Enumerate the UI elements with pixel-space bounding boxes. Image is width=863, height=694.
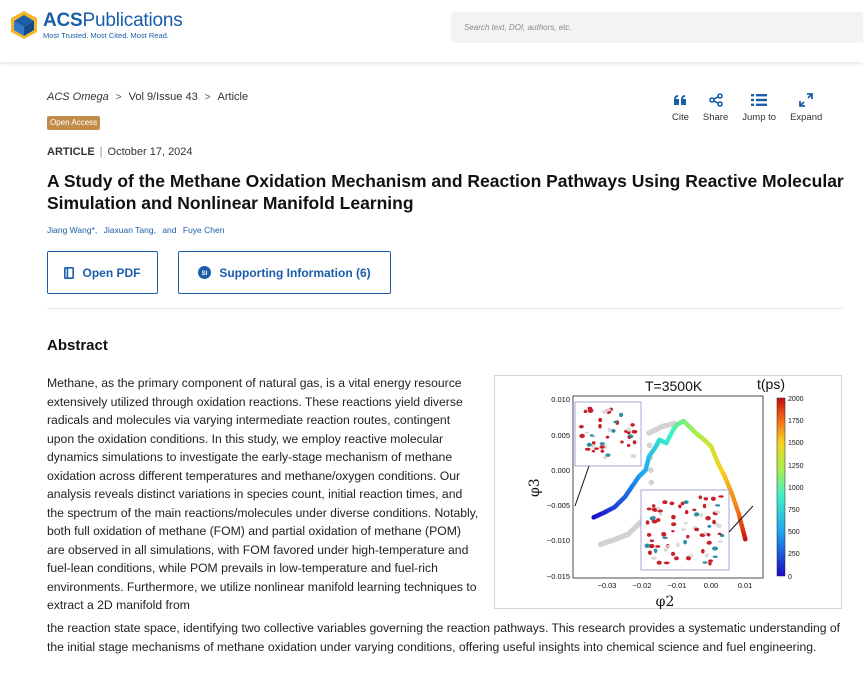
atom	[661, 532, 666, 537]
x-axis-label: φ2	[655, 594, 675, 610]
atom	[584, 410, 588, 413]
author-conjunction: and	[162, 225, 177, 235]
share-label: Share	[702, 112, 729, 123]
abstract-heading: Abstract	[47, 337, 108, 354]
trajectory-point	[743, 537, 748, 542]
open-access-badge: Open Access	[47, 116, 100, 130]
atom	[579, 425, 584, 428]
atom	[590, 434, 594, 436]
chevron-right-icon: >	[204, 91, 211, 103]
atom	[646, 520, 650, 525]
article-type: ARTICLE	[47, 146, 95, 158]
breadcrumb-issue[interactable]: Vol 9/Issue 43	[128, 91, 198, 103]
atom	[608, 428, 612, 433]
cite-button[interactable]	[672, 92, 689, 123]
atom	[587, 443, 592, 447]
atom	[650, 539, 654, 542]
quote-icon	[673, 92, 687, 107]
atom	[686, 535, 689, 539]
acs-logo[interactable]	[9, 10, 183, 40]
atom	[712, 546, 718, 550]
site-header	[0, 0, 863, 62]
atom	[702, 561, 707, 564]
atom	[632, 430, 638, 434]
open-pdf-label: Open PDF	[82, 265, 141, 280]
atom	[685, 510, 689, 514]
author-list	[47, 225, 228, 235]
atom	[716, 524, 721, 528]
atom	[585, 432, 589, 434]
x-tick-label: 0.00	[703, 581, 719, 590]
meta-divider: |	[99, 146, 103, 158]
atom	[607, 408, 611, 411]
atom	[619, 413, 623, 417]
jump-to-label: Jump to	[742, 112, 777, 123]
background-point	[647, 443, 653, 449]
atom	[656, 507, 660, 511]
colorbar-tick: 750	[788, 507, 800, 514]
atom	[707, 533, 711, 536]
author-link[interactable]: Jiaxuan Tang,	[103, 225, 156, 235]
atom	[667, 545, 670, 547]
atom	[652, 519, 658, 523]
search-input[interactable]	[451, 12, 863, 43]
colorbar-tick: 1750	[788, 418, 804, 425]
breadcrumb	[47, 91, 248, 103]
colorbar	[777, 398, 785, 576]
x-tick-label: −0.02	[632, 581, 652, 590]
atom	[671, 530, 674, 532]
colorbar-tick: 0	[788, 574, 792, 581]
search-box	[451, 12, 863, 43]
atom	[669, 502, 674, 506]
x-tick-label: −0.01	[667, 581, 687, 590]
section-divider	[47, 308, 843, 309]
atom	[664, 561, 670, 564]
atom	[705, 553, 708, 557]
manifold-chart	[495, 376, 843, 610]
atom	[664, 548, 668, 551]
atom	[692, 509, 696, 511]
y-tick-label: 0.000	[551, 466, 570, 475]
atom	[694, 528, 699, 532]
supporting-information-label: Supporting Information (6)	[219, 265, 371, 280]
share-icon	[709, 92, 723, 107]
atom	[714, 513, 717, 516]
acs-hexagon-icon	[9, 10, 39, 40]
atom	[705, 516, 710, 520]
figure-title: T=3500K	[645, 378, 703, 394]
atom	[651, 516, 656, 520]
x-tick-label: −0.03	[597, 581, 617, 590]
atom	[652, 504, 655, 508]
atom	[701, 549, 705, 554]
atom	[718, 533, 722, 536]
atom	[684, 522, 688, 525]
atom	[662, 537, 668, 539]
atom	[712, 520, 716, 525]
atom	[711, 497, 716, 501]
expand-button[interactable]	[790, 92, 822, 123]
atom	[647, 508, 652, 511]
atom	[688, 555, 694, 557]
expand-icon	[799, 92, 813, 107]
chevron-right-icon: >	[115, 91, 122, 103]
article-meta	[47, 146, 193, 158]
atom	[648, 550, 652, 555]
atom	[628, 436, 631, 439]
breadcrumb-section: Article	[217, 91, 249, 103]
atom	[681, 502, 685, 506]
atom	[599, 445, 604, 449]
atom	[703, 504, 706, 508]
atom	[700, 513, 703, 518]
atom	[598, 418, 602, 422]
atom	[611, 429, 615, 433]
si-icon	[198, 266, 211, 279]
atom	[606, 436, 610, 439]
atom	[662, 500, 667, 504]
atom	[605, 453, 610, 457]
colorbar-tick: 1250	[788, 463, 804, 470]
y-tick-label: 0.005	[551, 431, 570, 440]
atom	[651, 556, 657, 559]
atom	[627, 428, 632, 432]
colorbar-title: t(ps)	[757, 376, 785, 392]
y-tick-label: 0.010	[551, 395, 570, 404]
atom	[681, 528, 686, 531]
abstract-text-left: Methane, as the primary component of natural gas, is a vital energy resource extensively utilized through oxidation reactions. These reactions yield diverse radicals and molecules via varying intermediate reaction routes, contingent upon the oxidation conditions. In this study, we employ reactive molecular dynamics simulations to investigate the early-stage mechanism of methane oxidation across different temperatures and methane/oxygen conditions. Our analysis reveals distinct variations in species count, initial reaction times, and the spectrum of the main reactions/molecules under diverse conditions. Notably, both full oxidation of methane (FOM) and partial oxidation of methane (POM) are observed in all simulations, with FOM favored under high-temperature and fuel-lean conditions, while POM prevails in low-temperature and fuel-rich environments. Furthermore, we utilize nonlinear manifold learning techniques to extract a 2D manifold from	[47, 376, 479, 612]
atom	[707, 525, 711, 528]
y-tick-label: −0.005	[546, 501, 570, 510]
colorbar-tick: 1500	[788, 440, 804, 447]
atom	[592, 444, 596, 449]
atom	[655, 545, 660, 548]
background-point	[649, 480, 655, 486]
colorbar-tick: 2000	[788, 396, 804, 403]
atom	[603, 456, 607, 459]
atom	[630, 423, 634, 427]
brand-name: ACSPublications	[43, 9, 183, 31]
atom	[704, 497, 709, 500]
atom	[718, 495, 724, 498]
abstract-text-full: the reaction state space, identifying two collective variables governing the reaction pathways. This research provides a systematic understanding of the initial stage mechanisms of methane oxidation under varying conditions, offering useful insights into chemical science and fuel engineering.	[47, 621, 841, 654]
colorbar-tick: 250	[788, 551, 800, 558]
atom	[585, 448, 591, 451]
colorbar-tick: 500	[788, 529, 800, 536]
atom	[718, 540, 723, 543]
breadcrumb-journal[interactable]: ACS Omega	[47, 91, 109, 103]
atom	[620, 440, 624, 443]
atom	[630, 454, 636, 458]
jump-to-button[interactable]	[742, 92, 776, 123]
atom	[707, 541, 712, 545]
list-icon	[751, 92, 767, 107]
atom	[579, 434, 585, 438]
atom	[587, 407, 592, 410]
atom	[602, 410, 608, 414]
expand-label: Expand	[790, 112, 823, 123]
y-axis-label: φ3	[527, 478, 543, 497]
svg-text:SI: SI	[202, 270, 208, 277]
atom	[633, 440, 637, 444]
article-toolbar	[672, 92, 836, 123]
atom	[644, 544, 649, 548]
pdf-icon	[64, 267, 74, 279]
atom	[678, 505, 681, 509]
atom	[671, 552, 675, 556]
atom	[674, 556, 679, 560]
atom	[613, 421, 617, 424]
atom	[654, 548, 658, 553]
share-button[interactable]	[703, 92, 728, 123]
open-pdf-button[interactable]	[47, 251, 158, 294]
atom	[652, 508, 657, 511]
atom	[657, 561, 662, 565]
colorbar-tick: 1000	[788, 485, 804, 492]
publication-date: October 17, 2024	[107, 146, 193, 158]
cite-label: Cite	[672, 112, 689, 123]
atom	[598, 424, 601, 429]
atom	[713, 556, 718, 558]
author-link[interactable]: Jiang Wang*,	[47, 225, 98, 235]
atom	[694, 512, 699, 516]
atom	[699, 495, 703, 499]
y-tick-label: −0.010	[546, 536, 570, 545]
atom	[671, 522, 676, 526]
atom	[601, 450, 605, 453]
atom	[715, 504, 720, 506]
atom	[676, 542, 679, 547]
brand-tagline: Most Trusted. Most Cited. Most Read.	[43, 30, 169, 40]
atom	[683, 540, 687, 545]
y-tick-label: −0.015	[546, 572, 570, 581]
article-title: A Study of the Methane Oxidation Mechanism and Reaction Pathways Using Reactive Molecular Simulation and Nonlinear Manifold Learning	[47, 171, 844, 213]
atom	[708, 562, 711, 566]
background-point	[648, 467, 654, 473]
abstract-figure[interactable]	[494, 375, 842, 609]
x-tick-label: 0.01	[737, 581, 753, 590]
author-link[interactable]: Fuye Chen	[182, 225, 225, 235]
atom	[671, 515, 676, 520]
supporting-information-button[interactable]	[178, 251, 391, 294]
atom	[647, 533, 651, 537]
atom	[627, 444, 630, 447]
atom	[592, 450, 596, 452]
